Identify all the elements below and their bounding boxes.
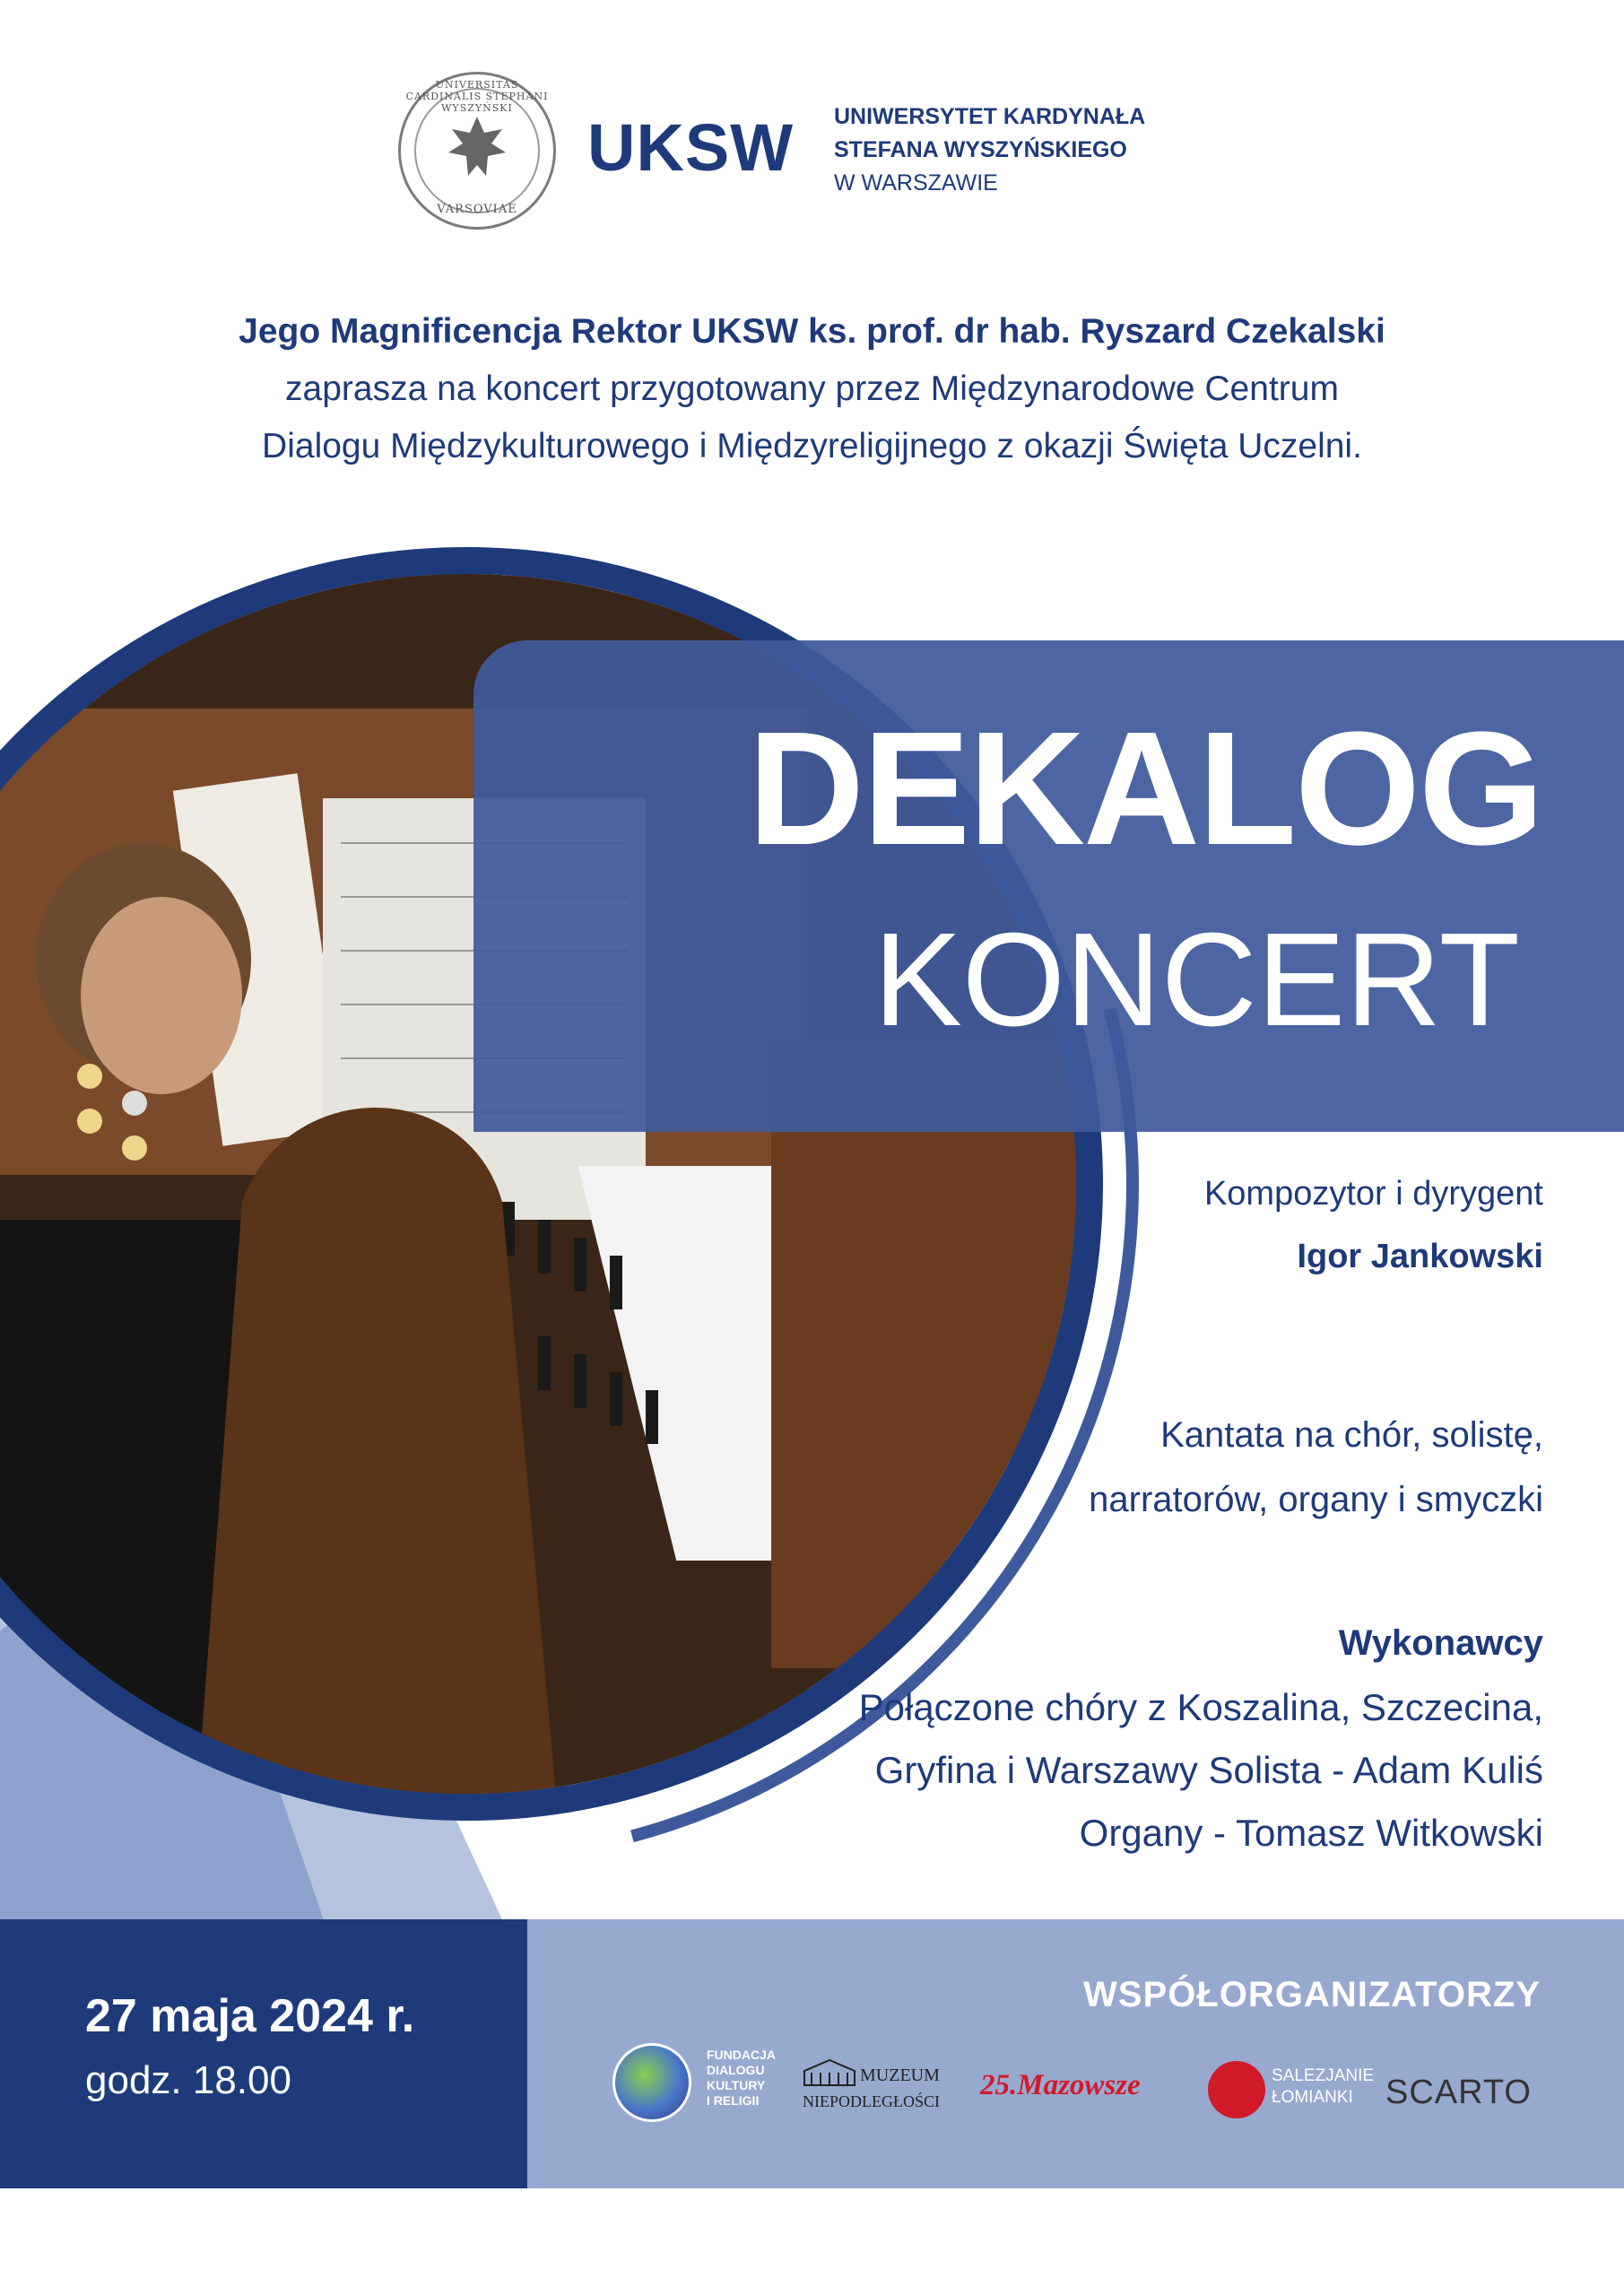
bottom-margin: [0, 2188, 1624, 2296]
scarto-logo: SCARTO: [1385, 2074, 1532, 2111]
university-name: [834, 100, 1145, 200]
event-date: 27 maja 2024 r.: [85, 1990, 415, 2042]
salezjanie-line1: SALEZJANIE: [1272, 2066, 1375, 2085]
fundacja-line4: I RELIGII: [707, 2093, 760, 2108]
invitation-rector: Jego Magnificencja Rektor UKSW ks. prof. dr hab. Ryszard Czekalski: [239, 312, 1385, 351]
fundacja-line3: KULTURY: [707, 2078, 766, 2092]
date-panel: [0, 1919, 527, 2188]
work-description-line1: Kantata na chór, solistę,: [1160, 1415, 1543, 1455]
seal-bottom-text: VARSOVIAE: [437, 203, 517, 216]
muzeum-top-text: MUZEUM: [860, 2066, 940, 2085]
invitation-line3: Dialogu Międzykulturowego i Międzyreligijnego z okazji Święta Uczelni.: [262, 427, 1362, 465]
muzeum-logo: [803, 2058, 962, 2112]
performers-line3: Organy - Tomasz Witkowski: [1079, 1812, 1543, 1854]
performers-heading: Wykonawcy: [1338, 1623, 1543, 1663]
fundacja-line1: FUNDACJA: [707, 2048, 776, 2062]
muzeum-bottom-text: NIEPODLEGŁOŚCI: [803, 2092, 940, 2110]
salezjanie-icon: [1208, 2061, 1265, 2118]
concert-subtitle: KONCERT: [873, 906, 1520, 1054]
performers-line2: Gryfina i Warszawy Solista - Adam Kuliś: [874, 1749, 1543, 1791]
event-time: godz. 18.00: [85, 2058, 291, 2102]
university-name-line3: W WARSZAWIE: [834, 170, 998, 196]
fundacja-globe-icon: [612, 2043, 691, 2122]
salezjanie-line2: ŁOMIANKI: [1272, 2088, 1353, 2107]
fundacja-line2: DIALOGU: [707, 2063, 765, 2077]
mazowsze-logo: 25.Mazowsze: [980, 2069, 1141, 2101]
work-description-line2: narratorów, organy i smyczki: [1089, 1480, 1543, 1519]
coorganizers-panel: [527, 1919, 1624, 2188]
university-abbreviation: UKSW: [587, 110, 795, 185]
composer-name: Igor Jankowski: [1297, 1238, 1543, 1275]
salezjanie-logo-text: [1272, 2066, 1374, 2109]
coorganizers-heading: WSPÓŁORGANIZATORZY: [1083, 1975, 1541, 2014]
invitation-text: [54, 303, 1570, 475]
composer-role: Kompozytor i dyrygent: [1203, 1175, 1543, 1213]
concert-title: DEKALOG: [748, 699, 1542, 879]
performers-line1: Połączone chóry z Koszalina, Szczecina,: [858, 1686, 1543, 1728]
university-name-line1: UNIWERSYTET KARDYNAŁA: [834, 104, 1146, 129]
fundacja-logo-text: [707, 2048, 776, 2109]
university-name-line2: STEFANA WYSZYŃSKIEGO: [834, 137, 1127, 162]
invitation-line2: zaprasza na koncert przygotowany przez Międzynarodowe Centrum: [285, 370, 1339, 408]
seal-top-text: UNIVERSITAS CARDINALIS STEPHANI WYSZYŃSKI: [405, 79, 549, 114]
museum-building-icon: [803, 2058, 856, 2089]
